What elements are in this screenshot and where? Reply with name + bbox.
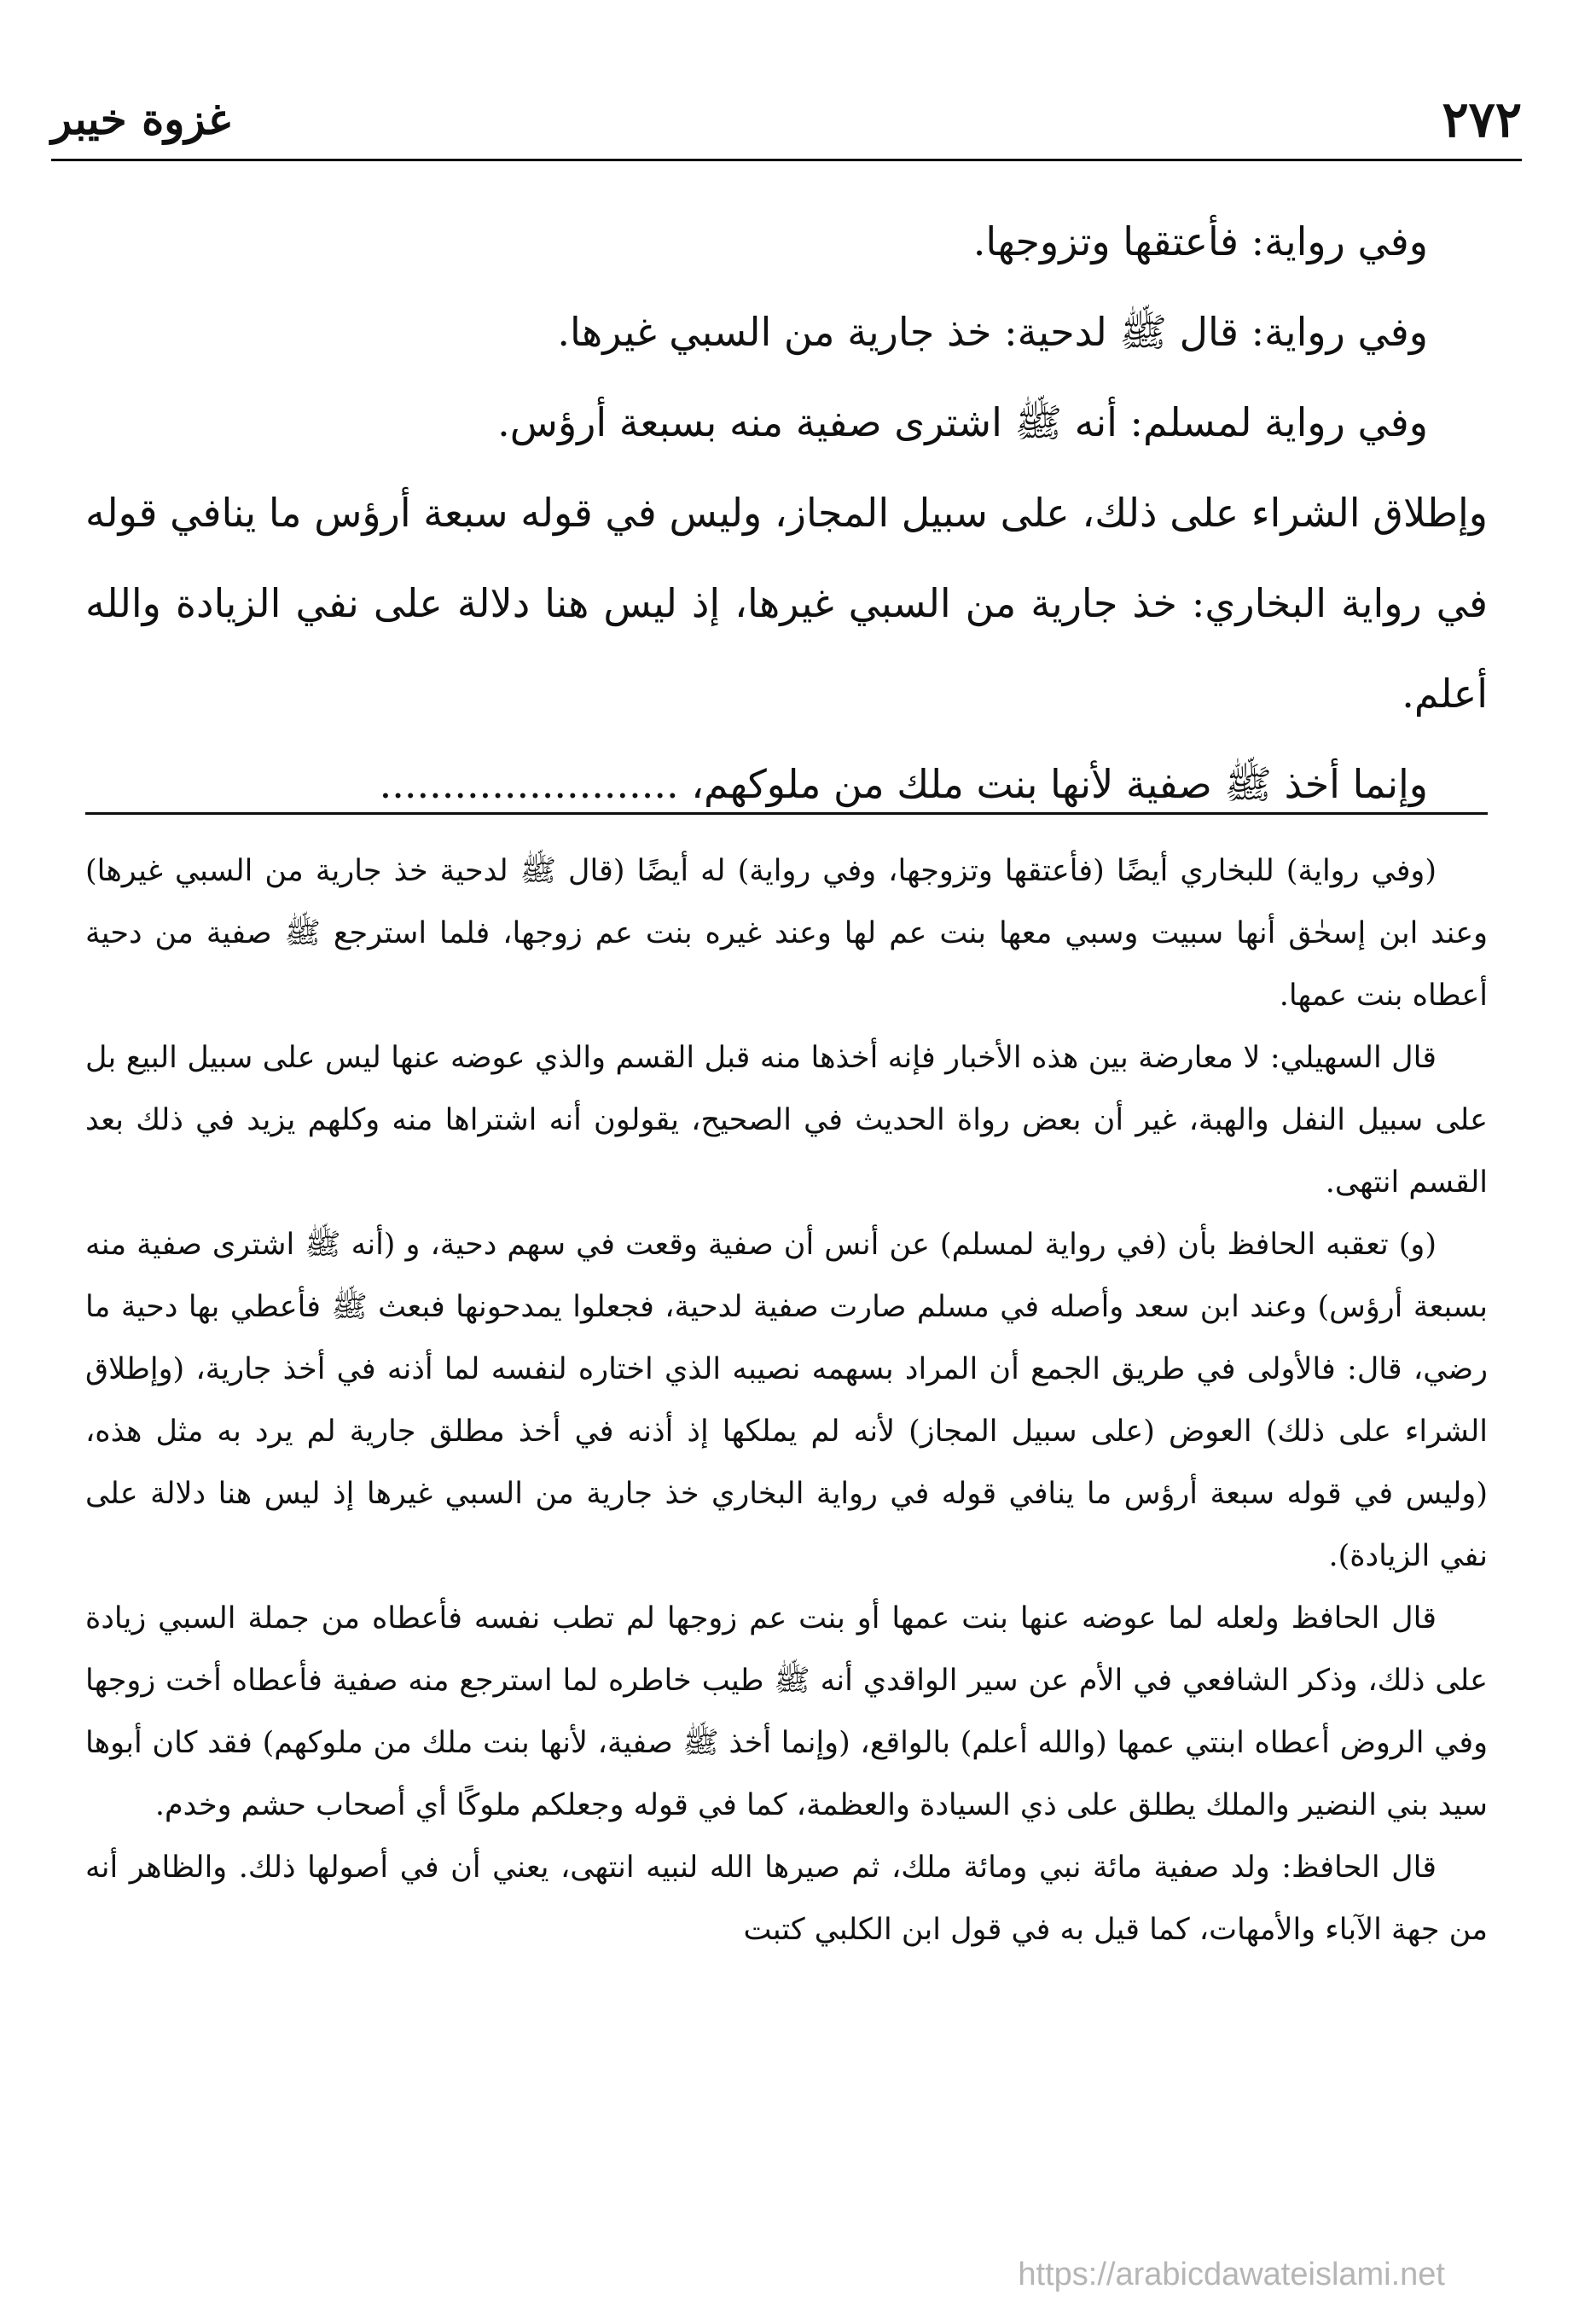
main-paragraph: وفي رواية لمسلم: أنه ﷺ اشترى صفية منه بسبعة أرؤس. xyxy=(497,399,1428,445)
main-paragraph: وإطلاق الشراء على ذلك، على سبيل المجاز، وليس في قوله سبعة أرؤس ما ينافي قوله في رواية البخاري: خذ جارية من السبي غيرها، إذ ليس هنا دلالة على نفي الزيادة والله أعلم. xyxy=(85,490,1489,717)
commentary-paragraph: قال الحافظ ولعله لما عوضه عنها بنت عمها أو بنت عم زوجها لم تطب نفسه فأعطاه من جملة السبي زيادة على ذلك، وذكر الشافعي في الأم عن سير الواقدي أنه ﷺ طيب خاطره لما استرجع منه صفية فأعطاه أخت زوجها وفي الروض أعطاه ابنتي عمها (والله أعلم) بالواقع، (وإنما أخذ ﷺ صفية، لأنها بنت ملك من ملوكهم) فقد كان أبوها سيد بني النضير والملك يطلق على ذي السيادة والعظمة، كما في قوله وجعلكم ملوكًا أي أصحاب حشم وخدم. xyxy=(85,1601,1488,1822)
commentary-text xyxy=(85,840,1488,1961)
page-header xyxy=(51,85,1522,154)
page-number: ٢٧٢ xyxy=(1442,90,1522,148)
main-paragraph: وإنما أخذ ﷺ صفية لأنها بنت ملك من ملوكهم، ........................ xyxy=(379,761,1428,807)
commentary-paragraph: قال السهيلي: لا معارضة بين هذه الأخبار فإنه أخذها منه قبل القسم والذي عوضه عنها ليس على سبيل البيع بل على سبيل النفل والهبة، غير أن بعض رواة الحديث في الصحيح، يقولون أنه اشتراها منه وكلهم يزيد في ذلك بعد القسم انتهى. xyxy=(85,1041,1488,1200)
commentary-paragraph: (وفي رواية) للبخاري أيضًا (فأعتقها وتزوجها، وفي رواية) له أيضًا (قال ﷺ لدحية خذ جارية من السبي غيرها) وعند ابن إسحٰق أنها سبيت وسبي معها بنت عم لها وعند غيره بنت عم زوجها، فلما استرجع ﷺ صفية من دحية أعطاه بنت عمها. xyxy=(85,854,1488,1013)
header-rule xyxy=(51,159,1522,161)
main-paragraph: وفي رواية: قال ﷺ لدحية: خذ جارية من السبي غيرها. xyxy=(557,309,1428,355)
watermark-url: https://arabicdawateislami.net xyxy=(1018,2257,1445,2292)
main-paragraph: وفي رواية: فأعتقها وتزوجها. xyxy=(972,218,1428,264)
commentary-paragraph: (و) تعقبه الحافظ بأن (في رواية لمسلم) عن أنس أن صفية وقعت في سهم دحية، و (أنه ﷺ اشترى صفية منه بسبعة أرؤس) وعند ابن سعد وأصله في مسلم صارت صفية لدحية، فجعلوا يمدحونها فبعث ﷺ فأعطي بها دحية ما رضي، قال: فالأولى في طريق الجمع أن المراد بسهمه نصيبه الذي اختاره لنفسه لما أذنه في أخذ جارية، (وإطلاق الشراء على ذلك) العوض (على سبيل المجاز) لأنه لم يملكها إذ أذنه في أخذ مطلق جارية لم يرد به مثل هذه، (وليس في قوله سبعة أرؤس ما ينافي قوله في رواية البخاري خذ جارية من السبي غيرها إذ ليس هنا دلالة على نفي الزيادة). xyxy=(85,1228,1488,1573)
main-text xyxy=(85,196,1488,829)
running-title: غزوة خيبر xyxy=(51,94,231,144)
section-divider xyxy=(85,812,1488,815)
commentary-paragraph: قال الحافظ: ولد صفية مائة نبي ومائة ملك، ثم صيرها الله لنبيه انتهى، يعني أن في أصولها ذلك. والظاهر أنه من جهة الآباء والأمهات، كما قيل به في قول ابن الكلبي كتبت xyxy=(85,1850,1488,1947)
